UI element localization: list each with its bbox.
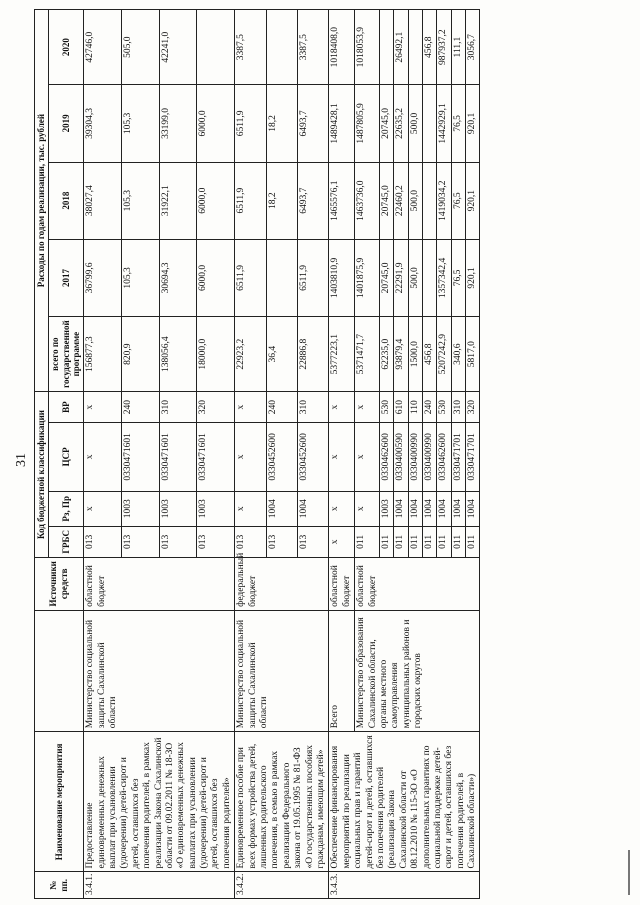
cell-y2018: 31922,1 bbox=[159, 162, 197, 239]
cell-y2020 bbox=[197, 10, 235, 85]
header-num: № пп. bbox=[35, 872, 84, 899]
cell-y2020: 3056,7 bbox=[466, 10, 480, 85]
cell-y2018: 20745,0 bbox=[379, 162, 393, 239]
cell-vr: 320 bbox=[197, 392, 235, 423]
cell-y2018: 6511,9 bbox=[235, 162, 266, 239]
cell-vr: 530 bbox=[437, 392, 451, 423]
cell-y2020: 505,0 bbox=[121, 10, 159, 85]
cell-vr: 240 bbox=[266, 392, 297, 423]
cell-total: 5207242,9 bbox=[437, 317, 451, 392]
header-csr: ЦСР bbox=[48, 423, 83, 491]
cell-csr: 0330452600 bbox=[298, 423, 329, 491]
header-row-1 bbox=[35, 10, 49, 899]
cell-vr: 240 bbox=[422, 392, 436, 423]
cell-vr: 320 bbox=[466, 392, 480, 423]
cell-total: 22923,2 bbox=[235, 317, 266, 392]
header-vr: ВР bbox=[48, 392, 83, 423]
cell-rzpr: х bbox=[329, 491, 355, 526]
cell-total: 820,9 bbox=[121, 317, 159, 392]
cell-grbs: 013 bbox=[84, 526, 122, 557]
cell-y2019: 1487805,9 bbox=[355, 85, 380, 162]
cell-y2017: 500,0 bbox=[408, 239, 422, 316]
cell-total: 93879,4 bbox=[394, 317, 408, 392]
cell-y2018: 18,2 bbox=[266, 162, 297, 239]
cell-y2017: 6000,0 bbox=[197, 239, 235, 316]
cell-y2017: 1357342,4 bbox=[437, 239, 451, 316]
cell-csr: 0330471701 bbox=[466, 423, 480, 491]
cell-y2020: 3387,5 bbox=[298, 10, 329, 85]
cell-rzpr: 1004 bbox=[422, 491, 436, 526]
cell-csr: 0330462600 bbox=[379, 423, 393, 491]
cell-y2018: 6000,0 bbox=[197, 162, 235, 239]
cell-y2019: 500,0 bbox=[408, 85, 422, 162]
measure-name: Предоставление единовременных денежных выплат при усыновлении (удочерении) детей-сирот и детей, оставшихся без попечения родителей, в рамках реализации Закона Сахалинской области от 09.02.2011 № 18-ЗО «О единовременных денежных выплатах при усыновлении (удочерении) детей-сирот и детей, оставшихся без попечения родителей» bbox=[84, 732, 235, 872]
cell-vr: 310 bbox=[451, 392, 465, 423]
cell-y2020: 1018408,0 bbox=[329, 10, 355, 85]
table-body bbox=[84, 10, 480, 899]
cell-y2018: 6493,7 bbox=[298, 162, 329, 239]
executor-cell: Министерство социальной защиты Сахалинской области bbox=[84, 610, 235, 731]
cell-grbs: 011 bbox=[422, 526, 436, 557]
cell-csr: 0330400990 bbox=[422, 423, 436, 491]
cell-y2017 bbox=[422, 239, 436, 316]
cell-y2017: 30694,3 bbox=[159, 239, 197, 316]
cell-y2019: 39304,3 bbox=[84, 85, 122, 162]
table-row bbox=[235, 10, 266, 899]
cell-y2019: 18,2 bbox=[266, 85, 297, 162]
executor-cell: Министерство образования Сахалинской области, органы местного самоуправления муниципальных районов и городских округов bbox=[355, 610, 480, 731]
cell-total: 156877,3 bbox=[84, 317, 122, 392]
cell-y2020: 42241,0 bbox=[159, 10, 197, 85]
cell-y2018: 105,3 bbox=[121, 162, 159, 239]
cell-grbs: 011 bbox=[466, 526, 480, 557]
header-executor bbox=[35, 610, 84, 731]
margin-mark bbox=[628, 850, 630, 895]
source-cell: областной бюджет bbox=[329, 557, 355, 610]
cell-y2018: 38027,4 bbox=[84, 162, 122, 239]
cell-csr: 0330400990 bbox=[408, 423, 422, 491]
cell-y2020: 26492,1 bbox=[394, 10, 408, 85]
row-number: 3.4.1. bbox=[84, 872, 235, 899]
header-2019: 2019 bbox=[48, 85, 83, 162]
cell-y2017: 105,3 bbox=[121, 239, 159, 316]
cell-vr: х bbox=[84, 392, 122, 423]
cell-y2018: 500,0 bbox=[408, 162, 422, 239]
cell-total: 22886,8 bbox=[298, 317, 329, 392]
cell-csr: 0330400590 bbox=[394, 423, 408, 491]
cell-y2019: 6000,0 bbox=[197, 85, 235, 162]
cell-total: 340,6 bbox=[451, 317, 465, 392]
cell-total: 5371471,7 bbox=[355, 317, 380, 392]
source-cell: федеральный бюджет bbox=[235, 557, 329, 610]
cell-y2019: 1489428,1 bbox=[329, 85, 355, 162]
table-row bbox=[329, 10, 355, 899]
cell-y2018: 76,5 bbox=[451, 162, 465, 239]
cell-grbs: 013 bbox=[197, 526, 235, 557]
cell-y2019: 6511,9 bbox=[235, 85, 266, 162]
header-total: всего по государственной программе bbox=[48, 317, 83, 392]
cell-total: 5377223,1 bbox=[329, 317, 355, 392]
cell-total: 5817,0 bbox=[466, 317, 480, 392]
cell-y2020: 111,1 bbox=[451, 10, 465, 85]
cell-csr: 0330471601 bbox=[197, 423, 235, 491]
header-source: Источники средств bbox=[35, 557, 84, 610]
cell-rzpr: 1004 bbox=[451, 491, 465, 526]
cell-total: 36,4 bbox=[266, 317, 297, 392]
header-2018: 2018 bbox=[48, 162, 83, 239]
cell-total: 1500,0 bbox=[408, 317, 422, 392]
cell-grbs: 013 bbox=[121, 526, 159, 557]
cell-vr: 610 bbox=[394, 392, 408, 423]
cell-csr: 0330471701 bbox=[451, 423, 465, 491]
budget-table bbox=[34, 9, 480, 899]
cell-csr: 0330471601 bbox=[121, 423, 159, 491]
cell-total: 138056,4 bbox=[159, 317, 197, 392]
cell-rzpr: 1004 bbox=[408, 491, 422, 526]
executor-cell: Всего bbox=[329, 610, 355, 731]
cell-y2017: 76,5 bbox=[451, 239, 465, 316]
header-expenses-group: Расходы по годам реализации, тыс. рублей bbox=[35, 10, 49, 392]
row-number: 3.4.3. bbox=[329, 872, 480, 899]
cell-y2018: 920,1 bbox=[466, 162, 480, 239]
cell-vr: 310 bbox=[298, 392, 329, 423]
cell-y2020: 456,8 bbox=[422, 10, 436, 85]
cell-y2020 bbox=[408, 10, 422, 85]
source-cell: областной бюджет bbox=[355, 557, 480, 610]
cell-csr: 0330471601 bbox=[159, 423, 197, 491]
cell-grbs: 011 bbox=[379, 526, 393, 557]
cell-csr: х bbox=[235, 423, 266, 491]
cell-y2018: 1465576,1 bbox=[329, 162, 355, 239]
cell-rzpr: 1004 bbox=[394, 491, 408, 526]
cell-grbs: 011 bbox=[451, 526, 465, 557]
cell-y2017: 36799,6 bbox=[84, 239, 122, 316]
cell-csr: х bbox=[329, 423, 355, 491]
measure-name: Единовременное пособие при всех формах устройства детей, лишенных родительского попечения, в семью в рамках реализации Федерального закона от 19.05.1995 № 81-ФЗ «О государственных пособиях гражданам, имеющим детей» bbox=[235, 732, 329, 872]
measure-name: Обеспечение финансирования мероприятий по реализации социальных прав и гарантий детей-сирот и детей, оставшихся без попечения родителей (реализация Закона Сахалинской области от 08.12.2010 № 115-ЗО «О дополнительных гарантиях по социальной поддержке детей-сирот и детей, оставшихся без попечения родителей, в Сахалинской области») bbox=[329, 732, 480, 872]
cell-vr: 110 bbox=[408, 392, 422, 423]
cell-y2019: 76,5 bbox=[451, 85, 465, 162]
cell-rzpr: 1003 bbox=[197, 491, 235, 526]
header-rzpr: Рз, Пр bbox=[48, 491, 83, 526]
header-2020: 2020 bbox=[48, 10, 83, 85]
cell-grbs: 011 bbox=[394, 526, 408, 557]
cell-rzpr: х bbox=[235, 491, 266, 526]
cell-y2019: 33199,0 bbox=[159, 85, 197, 162]
cell-y2017: 22291,9 bbox=[394, 239, 408, 316]
cell-y2019: 1442929,1 bbox=[437, 85, 451, 162]
cell-vr: х bbox=[235, 392, 266, 423]
cell-vr: х bbox=[329, 392, 355, 423]
cell-rzpr: 1004 bbox=[298, 491, 329, 526]
cell-grbs: 011 bbox=[408, 526, 422, 557]
cell-grbs: 011 bbox=[355, 526, 380, 557]
cell-vr: 310 bbox=[159, 392, 197, 423]
cell-y2019: 105,3 bbox=[121, 85, 159, 162]
cell-y2020: 3387,5 bbox=[235, 10, 266, 85]
cell-grbs: х bbox=[329, 526, 355, 557]
cell-y2020 bbox=[266, 10, 297, 85]
cell-rzpr: 1004 bbox=[466, 491, 480, 526]
cell-y2018: 22460,2 bbox=[394, 162, 408, 239]
cell-y2018: 1463736,0 bbox=[355, 162, 380, 239]
cell-total: 18000,0 bbox=[197, 317, 235, 392]
cell-rzpr: 1003 bbox=[121, 491, 159, 526]
cell-vr: 530 bbox=[379, 392, 393, 423]
cell-y2017: 6511,9 bbox=[298, 239, 329, 316]
cell-rzpr: х bbox=[355, 491, 380, 526]
cell-rzpr: х bbox=[84, 491, 122, 526]
cell-vr: х bbox=[355, 392, 380, 423]
cell-total: 62235,0 bbox=[379, 317, 393, 392]
cell-csr: 0330462600 bbox=[437, 423, 451, 491]
cell-rzpr: 1003 bbox=[159, 491, 197, 526]
executor-cell: Министерство социальной защиты Сахалинской области bbox=[235, 610, 329, 731]
cell-y2019: 920,1 bbox=[466, 85, 480, 162]
cell-total: 456,8 bbox=[422, 317, 436, 392]
cell-y2017: 20745,0 bbox=[379, 239, 393, 316]
cell-y2017: 6511,9 bbox=[235, 239, 266, 316]
cell-y2019: 20745,0 bbox=[379, 85, 393, 162]
cell-y2019: 6493,7 bbox=[298, 85, 329, 162]
source-cell: областной бюджет bbox=[84, 557, 235, 610]
table-row bbox=[84, 10, 122, 899]
cell-rzpr: 1004 bbox=[266, 491, 297, 526]
header-2017: 2017 bbox=[48, 239, 83, 316]
cell-rzpr: 1004 bbox=[437, 491, 451, 526]
cell-grbs: 013 bbox=[159, 526, 197, 557]
cell-rzpr: 1003 bbox=[379, 491, 393, 526]
cell-y2017 bbox=[266, 239, 297, 316]
cell-grbs: 013 bbox=[298, 526, 329, 557]
cell-vr: 240 bbox=[121, 392, 159, 423]
cell-csr: х bbox=[84, 423, 122, 491]
header-code-group: Код бюджетной классификации bbox=[35, 392, 49, 558]
cell-csr: 0330452600 bbox=[266, 423, 297, 491]
cell-grbs: 013 bbox=[266, 526, 297, 557]
cell-y2017: 1403810,9 bbox=[329, 239, 355, 316]
cell-y2019: 22635,2 bbox=[394, 85, 408, 162]
cell-y2017: 920,1 bbox=[466, 239, 480, 316]
page-number: 31 bbox=[14, 453, 29, 467]
cell-y2020: 987937,2 bbox=[437, 10, 451, 85]
cell-y2018: 1419034,2 bbox=[437, 162, 451, 239]
cell-csr: х bbox=[355, 423, 380, 491]
header-name: Наименование мероприятия bbox=[35, 732, 84, 872]
cell-y2018 bbox=[422, 162, 436, 239]
cell-y2020: 1018053,9 bbox=[355, 10, 380, 85]
cell-grbs: 013 bbox=[235, 526, 266, 557]
cell-y2020 bbox=[379, 10, 393, 85]
cell-grbs: 011 bbox=[437, 526, 451, 557]
cell-y2019 bbox=[422, 85, 436, 162]
header-grbs: ГРБС bbox=[48, 526, 83, 557]
cell-y2017: 1401875,9 bbox=[355, 239, 380, 316]
cell-y2020: 42746,0 bbox=[84, 10, 122, 85]
row-number: 3.4.2. bbox=[235, 872, 329, 899]
